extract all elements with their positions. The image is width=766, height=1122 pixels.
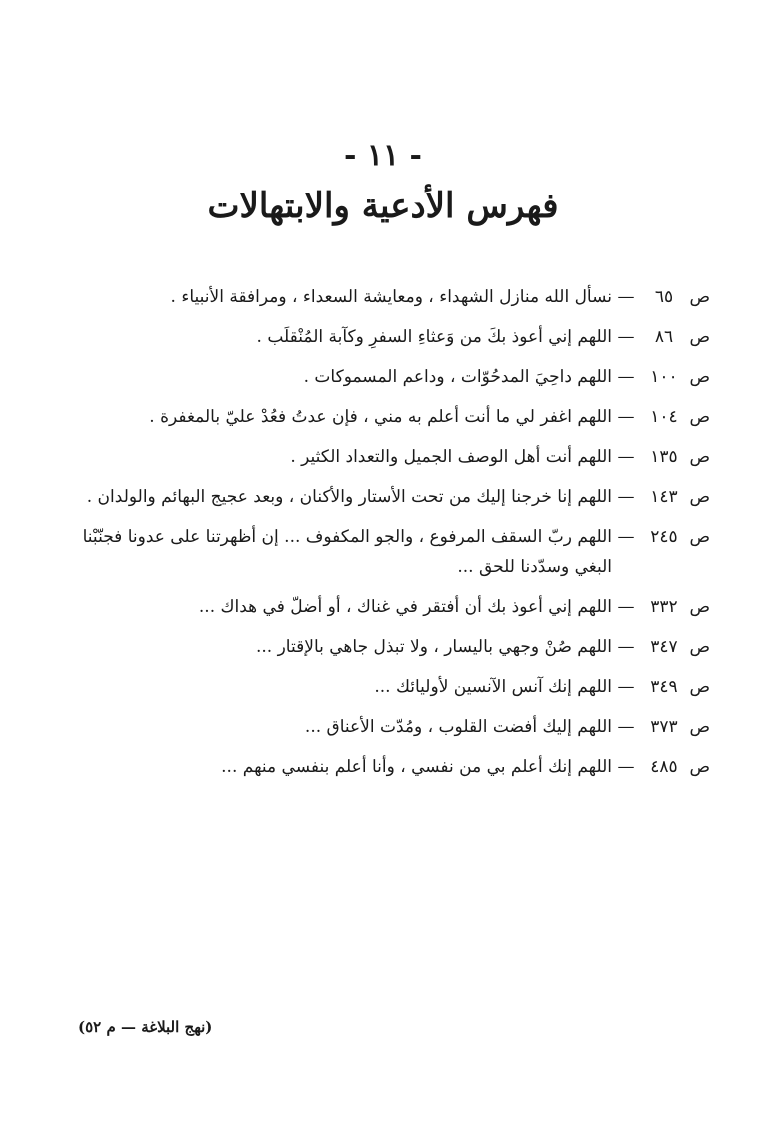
entry-dash: — xyxy=(617,287,635,307)
list-item xyxy=(60,522,710,582)
footer-note: (نهج البلاغة — م ٥٢) xyxy=(78,1018,213,1036)
entry-text: اللهم إنك آنس الآنسين لأوليائك ... xyxy=(374,677,612,697)
entry-page-number: ١٠٤ xyxy=(650,407,678,427)
entry-page-number: ١٣٥ xyxy=(650,447,678,467)
entry-dash: — xyxy=(617,487,635,507)
entry-text: نسأل الله منازل الشهداء ، ومعايشة السعداء ، ومرافقة الأنبياء . xyxy=(170,287,612,307)
entry-page-number: ٣٣٢ xyxy=(650,597,678,617)
entry-text: اللهم أنت أهل الوصف الجميل والتعداد الكثير . xyxy=(290,447,612,467)
entry-page-number: ٣٤٩ xyxy=(650,677,678,697)
entry-text: اللهم إني أعوذ بك أن أفتقر في غناك ، أو أضلّ في هداك ... xyxy=(198,597,612,617)
list-item xyxy=(60,712,710,742)
list-item xyxy=(60,632,710,662)
entry-dash: — xyxy=(617,327,635,347)
entry-page-prefix: ص xyxy=(689,717,710,737)
entry-text: اللهم إنك أعلم بي من نفسي ، وأنا أعلم بنفسي منهم ... xyxy=(221,757,612,777)
entry-page-prefix: ص xyxy=(689,407,710,427)
list-item xyxy=(60,282,710,312)
list-item xyxy=(60,322,710,352)
entry-page-number: ١٤٣ xyxy=(650,487,678,507)
entry-text: اللهم إليك أفضت القلوب ، ومُدّت الأعناق ... xyxy=(304,717,612,737)
entry-page-prefix: ص xyxy=(689,527,710,547)
list-item xyxy=(60,482,710,512)
entry-text: اللهم داحِيَ المدحُوّات ، وداعم المسموكات . xyxy=(303,367,612,387)
entry-dash: — xyxy=(617,637,635,657)
list-item xyxy=(60,592,710,622)
entry-page-prefix: ص xyxy=(689,327,710,347)
entry-page-prefix: ص xyxy=(689,487,710,507)
entry-dash: — xyxy=(617,447,635,467)
entry-page-number: ٢٤٥ xyxy=(650,527,678,547)
entry-dash: — xyxy=(617,717,635,737)
entry-page-number: ١٠٠ xyxy=(650,367,678,387)
list-item xyxy=(60,752,710,782)
entry-text: اللهم صُنْ وجهي باليسار ، ولا تبذل جاهي بالإقتار ... xyxy=(255,637,612,657)
entry-text: اللهم إنا خرجنا إليك من تحت الأستار والأكنان ، وبعد عجيج البهائم والولدان . xyxy=(86,487,612,507)
entry-page-prefix: ص xyxy=(689,447,710,467)
entry-text: اللهم إني أعوذ بكَ من وَعثاءِ السفرِ وكآبة المُنْقلَب . xyxy=(256,327,612,347)
entry-dash: — xyxy=(617,367,635,387)
list-item xyxy=(60,362,710,392)
entries-list xyxy=(60,282,710,792)
entry-text: اللهم ربّ السقف المرفوع ، والجو المكفوف ... إن أظهرتنا على عدونا فجنّبْنا البغي وسدّدنا للحق ... xyxy=(82,527,612,577)
entry-text: اللهم اغفر لي ما أنت أعلم به مني ، فإن عدتُ فعُدْ عليّ بالمغفرة . xyxy=(149,407,612,427)
entry-dash: — xyxy=(617,597,635,617)
entry-page-number: ٤٨٥ xyxy=(650,757,678,777)
page-title: فهرس الأدعية والابتهالات xyxy=(207,186,559,226)
entry-page-prefix: ص xyxy=(689,757,710,777)
entry-page-prefix: ص xyxy=(689,637,710,657)
list-item xyxy=(60,402,710,432)
entry-dash: — xyxy=(617,757,635,777)
entry-dash: — xyxy=(617,407,635,427)
entry-page-prefix: ص xyxy=(689,677,710,697)
list-item xyxy=(60,672,710,702)
entry-page-number: ٣٤٧ xyxy=(650,637,678,657)
entry-page-number: ٦٥ xyxy=(654,287,674,307)
entry-dash: — xyxy=(617,527,635,547)
entry-dash: — xyxy=(617,677,635,697)
entry-page-number: ٣٧٣ xyxy=(650,717,678,737)
entry-page-prefix: ص xyxy=(689,367,710,387)
entry-page-number: ٨٦ xyxy=(654,327,674,347)
entry-page-prefix: ص xyxy=(689,597,710,617)
list-item xyxy=(60,442,710,472)
page-number: - ١١ - xyxy=(343,138,423,173)
entry-page-prefix: ص xyxy=(689,287,710,307)
